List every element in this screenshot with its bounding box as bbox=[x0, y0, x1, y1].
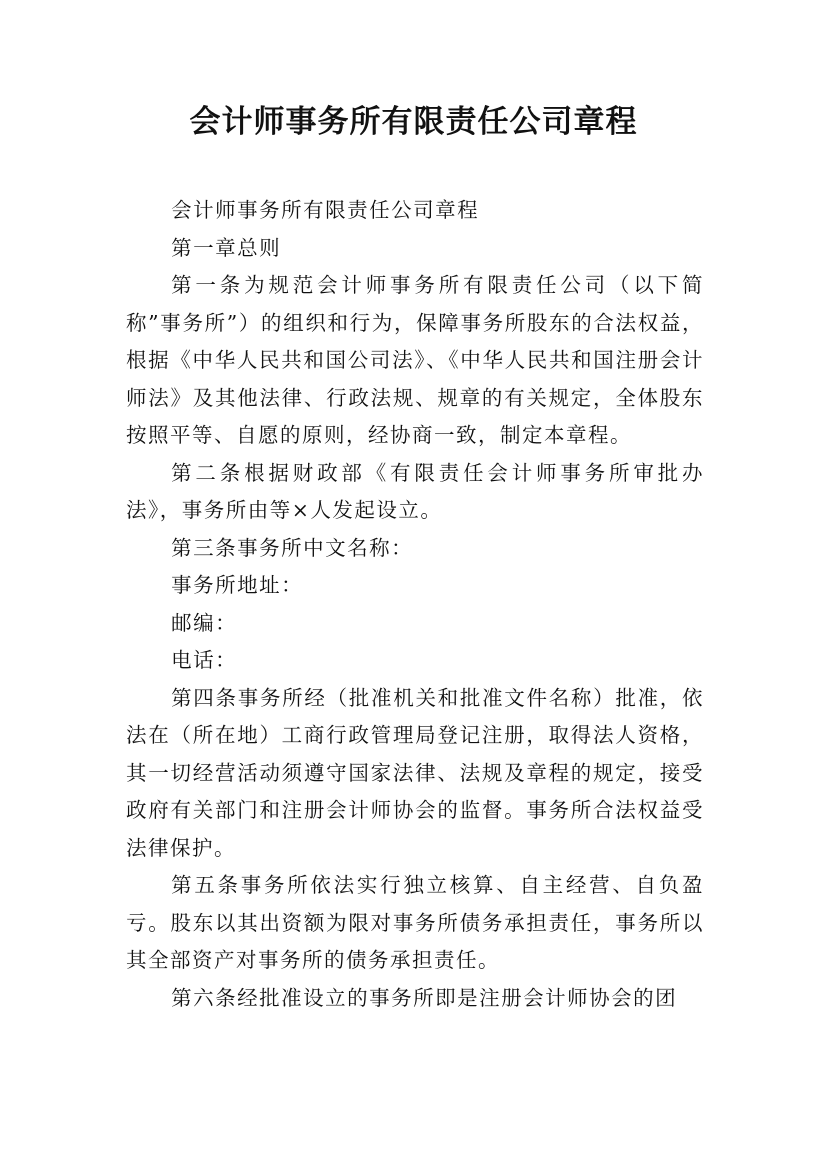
document-title: 会计师事务所有限责任公司章程 bbox=[189, 104, 638, 140]
postcode-line: 邮编： bbox=[171, 610, 238, 635]
article-1-paragraph: 第一条为规范会计师事务所有限责任公司（以下简称”事务所”）的组织和行为，保障事务所股东的合法权益，根据《中华人民共和国公司法》、《中华人民共和国注册会计师法》及其他法律、行政法规、规章的有关规定，全体股东按照平等、自愿的原则，经协商一致，制定本章程。 bbox=[126, 273, 704, 447]
article-5-paragraph: 第五条事务所依法实行独立核算、自主经营、自负盈亏。股东以其出资额为限对事务所债务承担责任，事务所以其全部资产对事务所的债务承担责任。 bbox=[126, 873, 704, 972]
article-4-paragraph: 第四条事务所经（批准机关和批准文件名称）批准，依法在（所在地）工商行政管理局登记注册，取得法人资格，其一切经营活动须遵守国家法律、法规及章程的规定，接受政府有关部门和注册会计师协会的监督。事务所合法权益受法律保护。 bbox=[126, 685, 704, 860]
chapter-heading: 第一章总则 bbox=[171, 235, 282, 260]
article-2-paragraph: 第二条根据财政部《有限责任会计师事务所审批办法》，事务所由等×人发起设立。 bbox=[126, 460, 704, 522]
document-body bbox=[126, 192, 704, 1017]
phone-line: 电话： bbox=[171, 648, 238, 672]
article-6-paragraph: 第六条经批准设立的事务所即是注册会计师协会的团 bbox=[171, 985, 678, 1010]
address-line: 事务所地址： bbox=[171, 573, 304, 597]
subtitle-paragraph: 会计师事务所有限责任公司章程 bbox=[171, 198, 480, 222]
article-3-paragraph: 第三条事务所中文名称： bbox=[171, 535, 414, 560]
